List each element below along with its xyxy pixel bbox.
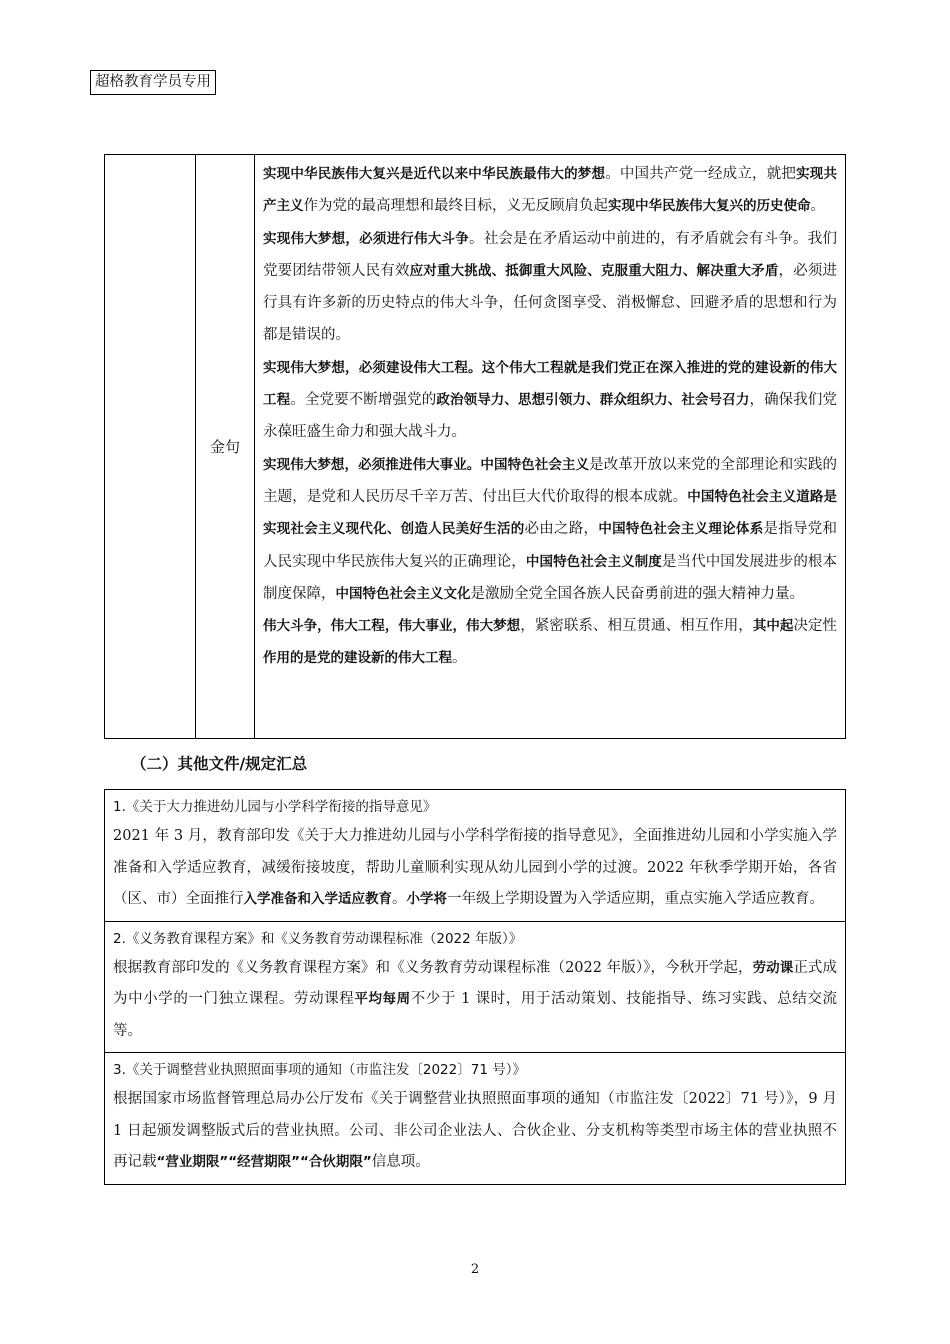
bold-text-segment: 中国特色社会主义文化 bbox=[335, 585, 471, 602]
text-segment: 必由之路， bbox=[524, 521, 599, 538]
text-segment: 信息项。 bbox=[371, 1154, 430, 1170]
bold-text-segment: 实现伟大梦想，必须进行伟大斗争 bbox=[263, 230, 469, 247]
bold-text-segment: 平均每周 bbox=[354, 991, 411, 1007]
section-heading: （二）其他文件/规定汇总 bbox=[131, 754, 308, 773]
text-segment: 是改革开放以来党的全部理论和实践的主题，是党和人民历尽千辛万苦、付出巨大代价取得的根本成就。 bbox=[263, 456, 838, 505]
text-segment: 作为党的最高理想和最终目标，义无反顾肩负起 bbox=[303, 198, 608, 215]
text-segment: 一年级上学期设置为入学适应期，重点实施入学适应教育。 bbox=[447, 891, 824, 907]
document-row bbox=[105, 790, 846, 922]
bold-text-segment: 中国特色社会主义制度 bbox=[525, 553, 662, 570]
text-segment: 正式成为中小学的一门独立课程。劳动课程 bbox=[113, 959, 837, 1007]
text-segment: 根据国家市场监督管理总局办公厅发布《关于调整营业执照照面事项的通知（市监注发〔2022〕71 号）》，9 月 1 日起颁发调整版式后的营业执照。公司、非公司企业法人、合伙企业、分支机构等类型市场主体的营业执照不再记载 bbox=[113, 1091, 837, 1170]
document-cell bbox=[105, 790, 846, 922]
watermark-label: 超格教育学员专用 bbox=[90, 70, 216, 95]
bold-text-segment: 其中起 bbox=[752, 618, 794, 635]
text-segment: 。 bbox=[452, 650, 467, 667]
text-segment: 。 bbox=[810, 198, 825, 215]
text-segment: 2021 年 3 月，教育部印发《关于大力推进幼儿园与小学科学衔接的指导意见》，全面推进幼儿园和小学实施入学准备和入学适应教育，减缓衔接坡度，帮助儿童顺利实现从幼儿园到小学的过渡。2022 年秋季学期开始，各省（区、市）全面推行 bbox=[113, 828, 837, 907]
text-segment: 。 bbox=[392, 891, 407, 907]
text-segment: ，紧密联系、相互贯通、相互作用， bbox=[520, 618, 753, 635]
bold-text-segment: 小学将 bbox=[406, 891, 447, 907]
document-title: 2.《义务教育课程方案》和《义务教育劳动课程标准（2022 年版）》 bbox=[113, 930, 523, 947]
bold-text-segment: 实现中华民族伟大复兴的历史使命 bbox=[608, 198, 811, 215]
page-number: 2 bbox=[470, 1262, 480, 1277]
bold-text-segment: 政治领导力、思想引领力、群众组织力、社会号召力 bbox=[436, 392, 750, 409]
sentence-paragraph bbox=[263, 449, 837, 610]
text-segment: 是激励全党全国各族人民奋勇前进的强大精神力量。 bbox=[470, 585, 804, 602]
sentence-paragraph bbox=[263, 610, 837, 675]
bold-text-segment: 劳动课 bbox=[752, 959, 794, 976]
bold-text-segment: “营业期限”“经营期限”“合伙期限” bbox=[156, 1154, 372, 1170]
blank-category-cell bbox=[105, 155, 196, 739]
document-cell bbox=[105, 1053, 846, 1185]
documents-table bbox=[104, 789, 846, 1185]
document-row bbox=[105, 921, 846, 1053]
bold-text-segment: 作用的是党的建设新的伟大工程 bbox=[263, 650, 452, 667]
bold-text-segment: 实现共产主义 bbox=[263, 166, 837, 215]
bold-text-segment: 伟大斗争，伟大工程，伟大事业，伟大梦想 bbox=[263, 618, 521, 635]
document-title: 1.《关于大力推进幼儿园与小学科学衔接的指导意见》 bbox=[113, 799, 437, 815]
bold-text-segment: 中国特色社会主义道路是实现社会主义现代化、创造人民美好生活的 bbox=[263, 488, 838, 538]
text-segment: 。社会是在矛盾运动中前进的，有矛盾就会有斗争。我们党要团结带领人民有效 bbox=[263, 230, 838, 279]
document-body bbox=[113, 953, 837, 1048]
text-segment: 决定性 bbox=[793, 618, 838, 635]
golden-sentences-table bbox=[104, 154, 846, 739]
text-segment: 不少于 1 课时，用于活动策划、技能指导、练习实践、总结交流等。 bbox=[113, 991, 838, 1039]
document-body bbox=[113, 1084, 837, 1179]
text-segment: 是当代中国发展进步的根本制度保障， bbox=[263, 553, 838, 602]
sentence-paragraph bbox=[263, 158, 837, 223]
text-segment: 。全党要不断增强党的 bbox=[290, 392, 437, 409]
bold-text-segment: 实现中华民族伟大复兴是近代以来中华民族最伟大的梦想 bbox=[263, 166, 606, 182]
golden-sentences-content bbox=[255, 155, 846, 739]
document-title: 3.《关于调整营业执照照面事项的通知（市监注发〔2022〕71 号）》 bbox=[113, 1062, 526, 1078]
bold-text-segment: 中国特色社会主义理论体系 bbox=[598, 521, 764, 538]
document-cell bbox=[105, 921, 846, 1053]
document-row bbox=[105, 1053, 846, 1185]
text-segment: 是指导党和人民实现中华民族伟大复兴的正确理论， bbox=[263, 521, 838, 570]
text-segment: ，确保我们党永葆旺盛生命力和强大战斗力。 bbox=[263, 392, 838, 441]
text-segment: ，必须进行具有许多新的历史特点的伟大斗争，任何贪图享受、消极懈怠、回避矛盾的思想和行为都是错误的。 bbox=[263, 262, 838, 344]
bold-text-segment: 实现伟大梦想，必须建设伟大工程。这个伟大工程就是我们党正在深入推进的党的建设新的伟大工程 bbox=[263, 359, 837, 409]
document-body bbox=[113, 821, 837, 916]
text-segment: 。中国共产党一经成立，就把 bbox=[605, 166, 797, 182]
bold-text-segment: 入学准备和入学适应教育 bbox=[243, 891, 392, 907]
sentence-paragraph bbox=[263, 223, 837, 352]
bold-text-segment: 应对重大挑战、抵御重大风险、克服重大阻力、解决重大矛盾 bbox=[409, 262, 779, 279]
bold-text-segment: 实现伟大梦想，必须推进伟大事业。中国特色社会主义 bbox=[263, 456, 590, 473]
text-segment: 根据教育部印发的《义务教育课程方案》和《义务教育劳动课程标准（2022 年版）》，今秋开学起， bbox=[113, 959, 753, 976]
sentence-paragraph bbox=[263, 352, 837, 449]
golden-sentences-label: 金句 bbox=[196, 155, 255, 739]
